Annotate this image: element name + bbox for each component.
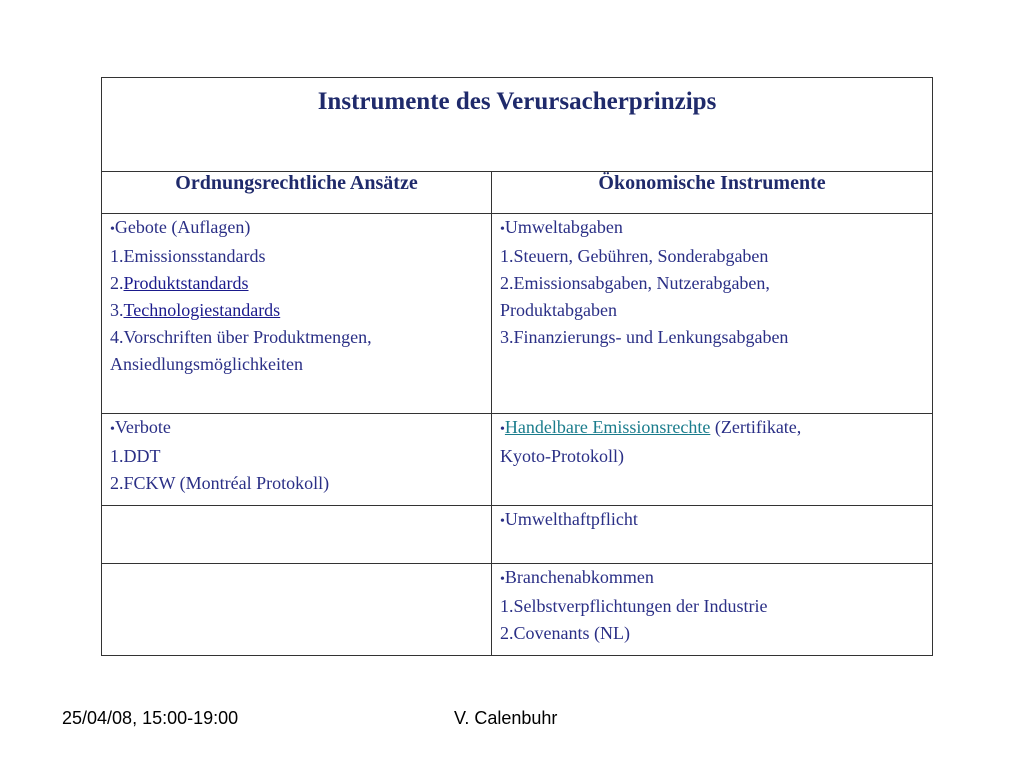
list-item: 1.Selbstverpflichtungen der Industrie xyxy=(500,596,768,616)
bullet-icon: • xyxy=(110,422,115,437)
cell-branchenabkommen xyxy=(492,564,933,656)
list-item-number: 2. xyxy=(110,273,124,293)
column-header-regulatory: Ordnungsrechtliche Ansätze xyxy=(102,172,492,214)
list-item-number: 2. xyxy=(500,273,514,293)
list-item-continuation: Ansiedlungsmöglichkeiten xyxy=(110,354,303,374)
list-item: 1.DDT xyxy=(110,446,161,466)
bullet-icon: • xyxy=(500,514,505,529)
empty-cell xyxy=(102,564,492,656)
emissionsrechte-link[interactable]: Handelbare Emissionsrechte xyxy=(504,417,711,437)
footer-date: 25/04/08, 15:00-19:00 xyxy=(62,708,239,728)
instruments-table xyxy=(101,77,933,656)
cell-gebote xyxy=(102,214,492,414)
cell-emissionsrechte xyxy=(492,414,933,506)
list-item: 2.FCKW (Montréal Protokoll) xyxy=(110,473,330,493)
bullet-icon: • xyxy=(500,222,505,237)
table-row xyxy=(102,214,933,414)
list-item: 1.Emissionsstandards xyxy=(110,246,266,266)
list-item-continuation: Produktabgaben xyxy=(500,300,617,320)
table-title: Instrumente des Verursacherprinzips xyxy=(317,88,717,115)
branchenabkommen-heading: Branchenabkommen xyxy=(504,567,654,587)
cell-verbote xyxy=(102,414,492,506)
list-item-rest: , Nutzerabgaben, xyxy=(647,273,770,293)
table-row xyxy=(102,564,933,656)
umwelthaftpflicht-heading: Umwelthaftpflicht xyxy=(504,509,638,529)
list-item-continuation: Kyoto-Protokoll) xyxy=(500,446,624,466)
list-item: 2.Covenants (NL) xyxy=(500,623,630,643)
emissionsrechte-rest: (Zertifikate, xyxy=(710,417,802,437)
table-row xyxy=(102,506,933,564)
list-item-rest: , Gebühren, Sonderabgaben xyxy=(568,246,769,266)
steuern-text: Steuern xyxy=(513,246,569,266)
bullet-icon: • xyxy=(500,572,505,587)
technologiestandards-link[interactable]: Technologiestandards xyxy=(123,300,281,320)
column-header-economic: Ökonomische Instrumente xyxy=(492,172,933,214)
gebote-heading: Gebote (Auflagen) xyxy=(114,217,251,237)
list-item: 3.Finanzierungs- und Lenkungsabgaben xyxy=(500,327,789,347)
produktstandards-link[interactable]: Produktstandards xyxy=(123,273,249,293)
umweltabgaben-heading: Umweltabgaben xyxy=(504,217,623,237)
empty-cell xyxy=(102,506,492,564)
emissionsabgaben-text: Emissionsabgaben xyxy=(513,273,648,293)
cell-umweltabgaben xyxy=(492,214,933,414)
bullet-icon: • xyxy=(500,422,505,437)
cell-umwelthaftpflicht xyxy=(492,506,933,564)
title-cell xyxy=(102,78,933,172)
list-item-number: 3. xyxy=(110,300,124,320)
verbote-heading: Verbote xyxy=(114,417,171,437)
list-item-number: 1. xyxy=(500,246,514,266)
footer-author: V. Calenbuhr xyxy=(454,708,558,728)
bullet-icon: • xyxy=(110,222,115,237)
list-item: 4.Vorschriften über Produktmengen, xyxy=(110,327,372,347)
table-row xyxy=(102,414,933,506)
